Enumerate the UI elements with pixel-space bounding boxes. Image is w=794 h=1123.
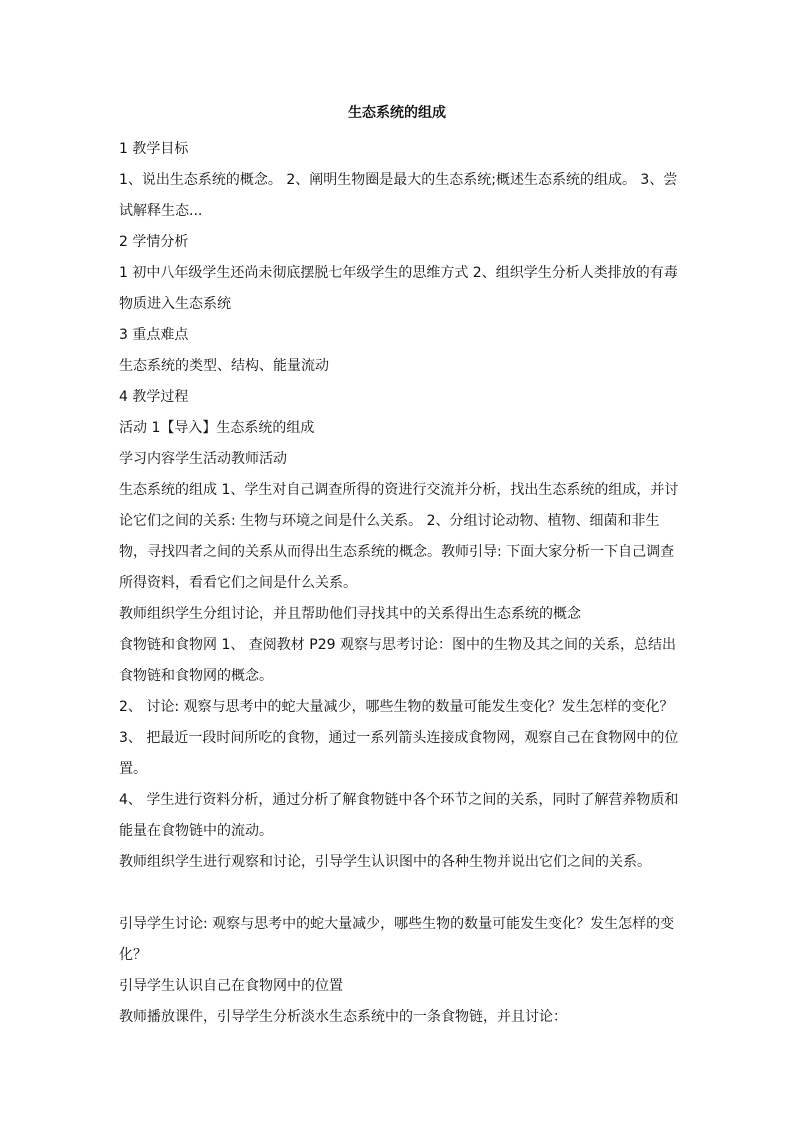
section-heading-student-analysis: 2 学情分析 [119,234,189,250]
paragraph-food-chain-3: 3、 把最近一段时间所吃的食物，通过一系列箭头连接成食物网，观察自己在食物网中的位置。 [119,730,679,777]
paragraph-food-chain-1: 食物链和食物网 1、 查阅教材 P29 观察与思考讨论：图中的生物及其之间的关系，总结出食物链和食物网的概念。 [119,637,676,684]
paragraph-teaching-goals: 1、说出生态系统的概念。 2、阐明生物圈是最大的生态系统;概述生态系统的组成。 3、尝试解释生态... [119,172,678,219]
paragraph-guide-position: 引导学生认识自己在食物网中的位置 [119,978,343,994]
section-heading-teaching-process: 4 教学过程 [119,389,189,405]
document-title: 生态系统的组成 [348,105,446,121]
paragraph-student-analysis: 1 初中八年级学生还尚未彻底摆脱七年级学生的思维方式 2、组织学生分析人类排放的有毒物质进入生态系统 [119,265,678,312]
activity-heading: 活动 1【导入】生态系统的组成 [119,420,315,436]
section-heading-teaching-goals: 1 教学目标 [119,141,189,157]
paragraph-teacher-organize: 教师组织学生分组讨论，并且帮助他们寻找其中的关系得出生态系统的概念 [119,606,581,622]
section-heading-key-points: 3 重点难点 [119,327,189,343]
paragraph-teacher-observe: 教师组织学生进行观察和讨论，引导学生认识图中的各种生物并说出它们之间的关系。 [119,854,651,870]
paragraph-guide-discussion: 引导学生讨论: 观察与思考中的蛇大量减少，哪些生物的数量可能发生变化？发生怎样的变化？ [119,916,675,963]
blank-line [119,878,679,909]
paragraph-ecosystem-composition: 生态系统的组成 1、学生对自己调查所得的资进行交流并分析，找出生态系统的组成，并讨论它们之间的关系: 生物与环境之间是什么关系。 2、分组讨论动物、植物、细菌和非生物，寻找四者之间的关系从而得出生态系统的概念。教师引导: 下面大家分析一下自己调查所得资料，看看它们之间是什么关系。 [119,482,679,591]
table-header-line: 学习内容学生活动教师活动 [119,451,287,467]
document-body [119,134,679,1033]
paragraph-key-points: 生态系统的类型、结构、能量流动 [119,358,329,374]
paragraph-teacher-courseware: 教师播放课件，引导学生分析淡水生态系统中的一条食物链，并且讨论： [119,1009,567,1025]
paragraph-food-chain-4: 4、 学生进行资料分析，通过分析了解食物链中各个环节之间的关系，同时了解营养物质和能量在食物链中的流动。 [119,792,679,839]
paragraph-food-chain-2: 2、 讨论: 观察与思考中的蛇大量减少，哪些生物的数量可能发生变化？发生怎样的变化？ [119,699,674,715]
